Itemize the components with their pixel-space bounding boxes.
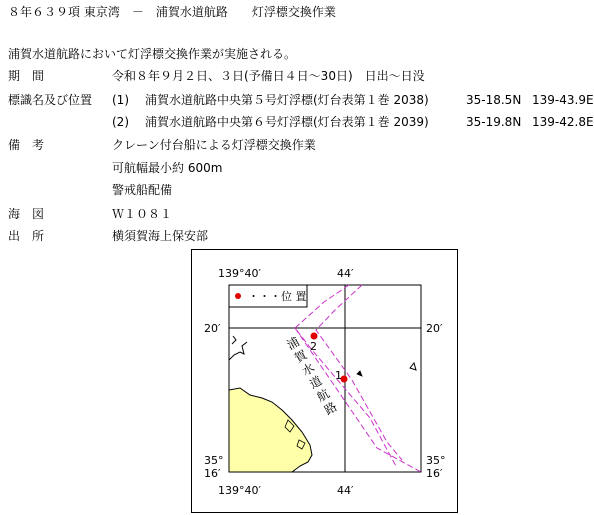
- notice-intro: 浦賀水道航路において灯浮標交換作業が実施される。: [8, 47, 297, 61]
- remarks-line-3: 警戒船配備: [112, 183, 173, 197]
- position-1-name: 浦賀水道航路中央第５号灯浮標(灯台表第１巻 2038): [145, 93, 429, 107]
- position-2-number: (2): [112, 115, 129, 129]
- remarks-line-1: クレーン付台船による灯浮標交換作業: [112, 138, 316, 152]
- route-name-char: 水: [299, 360, 317, 379]
- period-value: 令和８年９月２日、３日(予備日４日～30日) 日出～日没: [112, 69, 425, 83]
- position-1-lon: 139-43.9E: [532, 93, 594, 107]
- land-area: [229, 388, 312, 472]
- coastline: [229, 342, 247, 360]
- lon-label-bottom-right: 44′: [337, 484, 354, 497]
- legend-marker: [235, 293, 241, 299]
- coastline: [232, 336, 236, 344]
- remarks-line-2: 可航幅最小約 600m: [112, 161, 223, 175]
- lon-label-top-right: 44′: [337, 267, 354, 280]
- lat-label-bottom-right-deg: 35°: [426, 454, 446, 467]
- lat-label-left: 20′: [204, 322, 221, 335]
- chart-number: Ｗ１０８１: [112, 207, 173, 221]
- lat-label-bottom-left-min: 16′: [204, 467, 221, 480]
- position-2-lat: 35-19.8N: [466, 115, 522, 129]
- coastline-east: [357, 371, 362, 376]
- position-1-number: (1): [112, 93, 129, 107]
- position-2-marker: [311, 333, 318, 340]
- source-label: 出 所: [8, 229, 45, 243]
- positions-label: 標識名及び位置: [8, 93, 93, 107]
- route-name-char: 路: [322, 399, 340, 418]
- source-value: 横須賀海上保安部: [112, 229, 209, 243]
- position-2-lon: 139-42.8E: [532, 115, 594, 129]
- lon-label-top-left: 139°40′: [218, 267, 261, 280]
- position-1-label: 1: [335, 369, 342, 382]
- location-map: [191, 249, 458, 513]
- lat-label-right: 20′: [426, 322, 443, 335]
- notice-title: ８年６３９項 東京湾 － 浦賀水道航路 灯浮標交換作業: [8, 5, 336, 19]
- route-name-char: 道: [307, 373, 325, 392]
- route-name-char: 浦: [284, 334, 302, 353]
- lat-label-bottom-left-deg: 35°: [204, 454, 224, 467]
- position-1-lat: 35-18.5N: [466, 93, 522, 107]
- route-name-char: 賀: [292, 347, 310, 366]
- lat-label-bottom-right-min: 16′: [426, 467, 443, 480]
- period-label: 期 間: [8, 69, 45, 83]
- position-2-name: 浦賀水道航路中央第６号灯浮標(灯台表第１巻 2039): [145, 115, 429, 129]
- chart-label: 海 図: [8, 207, 45, 221]
- remarks-label: 備 考: [8, 138, 45, 152]
- route-name-char: 航: [314, 386, 332, 405]
- position-2-label: 2: [310, 340, 317, 353]
- coastline-east: [410, 363, 416, 370]
- lon-label-bottom-left: 139°40′: [218, 484, 261, 497]
- legend-label: ・・・位 置: [248, 290, 307, 303]
